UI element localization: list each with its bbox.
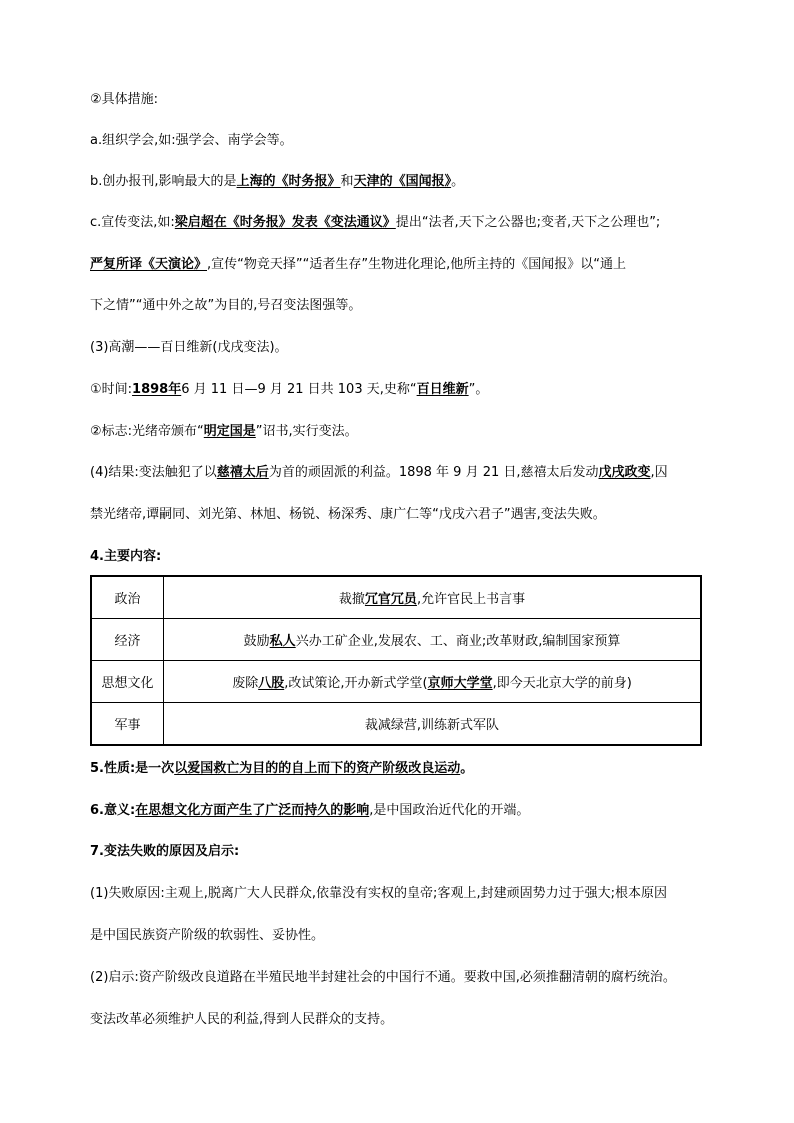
measure-c-line2 xyxy=(90,256,626,274)
text: 裁撤 xyxy=(338,592,365,607)
key-term: 冗官冗员 xyxy=(364,592,417,607)
text: c.宣传变法,如: xyxy=(90,215,175,230)
failure-heading: 7.变法失败的原因及启示: xyxy=(90,844,240,859)
key-term: 八股 xyxy=(258,676,285,691)
measure-b xyxy=(90,173,464,191)
text: ”诏书,实行变法。 xyxy=(255,424,358,439)
key-term: 梁启超在《时务报》发表《变法通议》 xyxy=(174,215,396,230)
measure-c-line3: 下之情”“通中外之故”为目的,号召变法图强等。 xyxy=(90,298,362,313)
failure-lesson-line2: 变法改革必须维护人民的利益,得到人民群众的支持。 xyxy=(90,1012,394,1027)
key-term: 严复所译《天演论》 xyxy=(90,257,208,272)
key-term: 戊戌政变 xyxy=(598,465,651,480)
text: ②标志:光绪帝颁布“ xyxy=(90,424,204,439)
text: ,囚 xyxy=(650,465,668,480)
key-term: 慈禧太后 xyxy=(216,465,269,480)
text: ,允许官民上书言事 xyxy=(416,592,526,607)
table-row xyxy=(91,619,701,661)
text: 废除 xyxy=(232,676,259,691)
text: ”。 xyxy=(468,382,489,397)
text: 6.意义: xyxy=(90,803,136,818)
row-category: 军事 xyxy=(91,703,164,746)
content-heading: 4.主要内容: xyxy=(90,549,162,564)
key-term: 百日维新 xyxy=(416,382,469,397)
climax-heading: (3)高潮——百日维新(戊戌变法)。 xyxy=(90,340,288,355)
failure-cause-line1: (1)失败原因:主观上,脱离广大人民群众,依靠没有实权的皇帝;客观上,封建顽固势力过于强大;根本原因 xyxy=(90,886,667,901)
row-detail xyxy=(164,703,702,746)
text: (4)结果:变法触犯了以 xyxy=(90,465,217,480)
row-category: 政治 xyxy=(91,576,164,619)
text: ,是中国政治近代化的开端。 xyxy=(369,803,530,818)
table-row xyxy=(91,661,701,703)
row-category: 经济 xyxy=(91,619,164,661)
key-term: 京师大学堂 xyxy=(427,676,493,691)
row-detail xyxy=(164,619,702,661)
key-term: 私人 xyxy=(269,634,296,649)
text: ,改试策论,开办新式学堂( xyxy=(284,676,428,691)
text: ,宣传“物竞天择”“适者生存”生物进化理论,他所主持的《国闻报》以“通上 xyxy=(207,257,626,272)
row-category: 思想文化 xyxy=(91,661,164,703)
text: 5.性质:是一次 xyxy=(90,761,175,776)
measures-heading: ②具体措施: xyxy=(90,92,159,107)
text: 6 月 11 日—9 月 21 日共 103 天,史称“ xyxy=(181,382,417,397)
text: 提出“法者,天下之公器也;变者,天下之公理也”; xyxy=(395,215,661,230)
climax-mark xyxy=(90,423,358,441)
key-term: 天津的《国闻报》 xyxy=(353,174,452,189)
result-line2: 禁光绪帝,谭嗣同、刘光第、林旭、杨锐、杨深秀、康广仁等“戊戌六君子”遇害,变法失败。 xyxy=(90,507,606,522)
key-term: 明定国是 xyxy=(203,424,256,439)
table-row xyxy=(91,576,701,619)
key-term: 在思想文化方面产生了广泛而持久的影响 xyxy=(135,803,370,818)
key-term: 1898年 xyxy=(132,382,182,397)
text: ①时间: xyxy=(90,382,133,397)
nature-line xyxy=(90,760,473,778)
table-row xyxy=(91,703,701,746)
row-detail xyxy=(164,661,702,703)
text: ,即今天北京大学的前身) xyxy=(492,676,632,691)
text: 为首的顽固派的利益。1898 年 9 月 21 日,慈禧太后发动 xyxy=(268,465,599,480)
failure-lesson-line1: (2)启示:资产阶级改良道路在半殖民地半封建社会的中国行不通。要救中国,必须推翻清朝的腐朽统治。 xyxy=(90,970,676,985)
text: 鼓励 xyxy=(243,634,270,649)
climax-time xyxy=(90,381,488,399)
failure-cause-line2: 是中国民族资产阶级的软弱性、妥协性。 xyxy=(90,928,325,943)
text: 裁减绿营,训练新式军队 xyxy=(364,718,500,733)
text: 兴办工矿企业,发展农、工、商业;改革财政,编制国家预算 xyxy=(295,634,621,649)
significance-line xyxy=(90,802,529,820)
result-line1 xyxy=(90,464,668,482)
text: b.创办报刊,影响最大的是 xyxy=(90,174,237,189)
reform-content-table xyxy=(90,575,702,746)
text: 。 xyxy=(460,761,474,776)
measure-a: a.组织学会,如:强学会、南学会等。 xyxy=(90,133,293,148)
text: 。 xyxy=(451,174,465,189)
key-term: 以爱国救亡为目的的自上而下的资产阶级改良运动 xyxy=(174,761,461,776)
measure-c-line1 xyxy=(90,214,660,232)
row-detail xyxy=(164,576,702,619)
key-term: 上海的《时务报》 xyxy=(236,174,341,189)
text: 和 xyxy=(340,174,354,189)
